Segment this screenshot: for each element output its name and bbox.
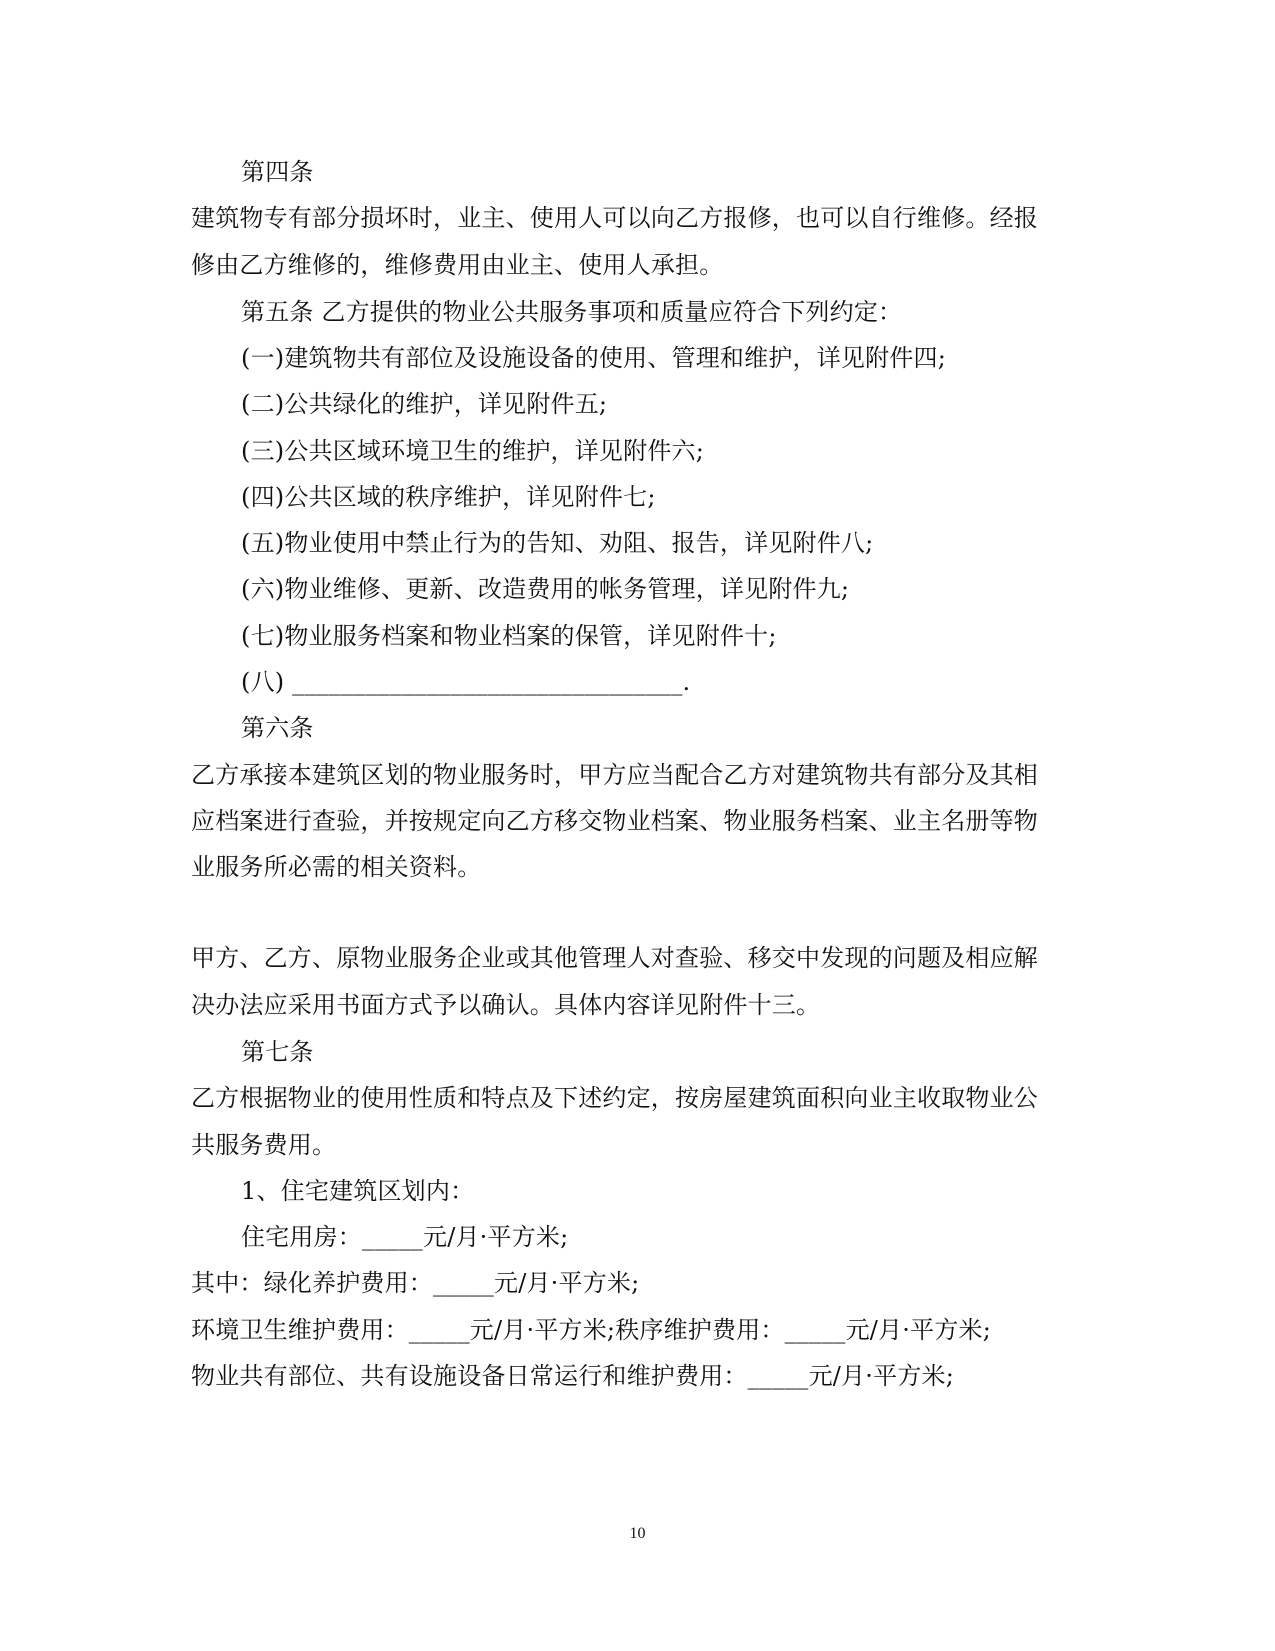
page-number: 10 <box>629 1525 646 1542</box>
greening-fee-line: 其中：绿化养护费用：_____元/月·平方米; <box>191 1269 640 1297</box>
article-5-item-4: (四)公共区域的秩序维护，详见附件七; <box>241 483 656 511</box>
article-6-text-line-3: 业服务所必需的相关资料。 <box>191 853 482 881</box>
article-7-heading: 第七条 <box>241 1038 314 1066</box>
article-4-heading: 第四条 <box>241 158 314 186</box>
article-6-text-line-5: 决办法应采用书面方式予以确认。具体内容详见附件十三。 <box>191 991 821 1019</box>
article-6-text-line-1: 乙方承接本建筑区划的物业服务时，甲方应当配合乙方对建筑物共有部分及其相 <box>191 761 1038 789</box>
article-5-item-6: (六)物业维修、更新、改造费用的帐务管理，详见附件九; <box>241 575 850 603</box>
article-6-heading: 第六条 <box>241 714 314 742</box>
article-5-item-2: (二)公共绿化的维护，详见附件五; <box>241 390 608 418</box>
article-5-heading: 第五条 乙方提供的物业公共服务事项和质量应符合下列约定： <box>241 298 903 326</box>
article-5-item-3: (三)公共区域环境卫生的维护，详见附件六; <box>241 437 705 465</box>
article-7-text-line-1: 乙方根据物业的使用性质和特点及下述约定，按房屋建筑面积向业主收取物业公 <box>191 1084 1038 1112</box>
article-7-item-1: 1、住宅建筑区划内： <box>241 1177 475 1205</box>
article-5-item-1: (一)建筑物共有部位及设施设备的使用、管理和维护，详见附件四; <box>241 344 947 372</box>
article-7-text-line-2: 共服务费用。 <box>191 1131 337 1159</box>
article-6-text-line-2: 应档案进行查验，并按规定向乙方移交物业档案、物业服务档案、业主名册等物 <box>191 807 1038 835</box>
article-5-item-5: (五)物业使用中禁止行为的告知、劝阻、报告，详见附件八; <box>241 529 874 557</box>
article-5-item-7: (七)物业服务档案和物业档案的保管，详见附件十; <box>241 622 777 650</box>
residential-fee-line: 住宅用房：_____元/月·平方米; <box>241 1223 569 1251</box>
article-4-text-line-2: 修由乙方维修的，维修费用由业主、使用人承担。 <box>191 251 724 279</box>
sanitation-security-fee-line: 环境卫生维护费用：_____元/月·平方米;秩序维护费用：_____元/月·平方米; <box>191 1316 991 1344</box>
common-facilities-fee-line: 物业共有部位、共有设施设备日常运行和维护费用：_____元/月·平方米; <box>191 1362 954 1390</box>
article-4-text-line-1: 建筑物专有部分损坏时，业主、使用人可以向乙方报修，也可以自行维修。经报 <box>191 204 1038 232</box>
article-6-text-line-4: 甲方、乙方、原物业服务企业或其他管理人对查验、移交中发现的问题及相应解 <box>191 944 1038 972</box>
article-5-item-8: (八) ________________________________. <box>241 668 691 696</box>
